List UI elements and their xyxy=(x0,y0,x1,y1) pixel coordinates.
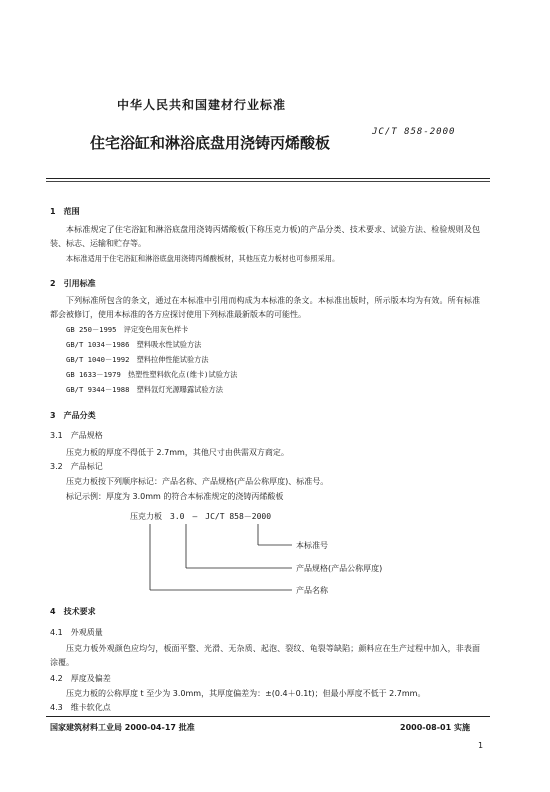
subsection-4-2-heading: 4.2 厚度及偏差 xyxy=(50,674,111,683)
label-standard-number: 本标准号 xyxy=(296,541,328,550)
document-title: 住宅浴缸和淋浴底盘用浇铸丙烯酸板 xyxy=(90,134,331,152)
section-3-heading: 3 产品分类 xyxy=(50,411,96,420)
reference-item: GB/T 1034－1986 塑料吸水性试验方法 xyxy=(66,340,202,349)
footer-rule xyxy=(46,716,490,717)
subsection-4-1-text: 压克力板外观颜色应均匀，板面平整、光滑、无杂质、起泡、裂纹、龟裂等缺陷；颜料应在生产过程中加入，非表面涂覆。 xyxy=(50,644,480,667)
section-2-paragraph: 下列标准所包含的条文，通过在本标准中引用而构成为本标准的条文。本标准出版时，所示版本均为有效。所有标准都会被修订，使用本标准的各方应探讨使用下列标准最新版本的可能性。 xyxy=(50,296,480,319)
reference-item: GB/T 1040－1992 塑料拉伸性能试验方法 xyxy=(66,355,209,364)
section-1-heading: 1 范围 xyxy=(50,207,80,216)
reference-item: GB/T 9344－1988 塑料氙灯光源曝露试验方法 xyxy=(66,385,223,394)
label-product-name: 产品名称 xyxy=(296,586,328,595)
approval-info: 国家建筑材料工业局 2000-04-17 批准 xyxy=(50,723,195,732)
subsection-3-1-heading: 3.1 产品规格 xyxy=(50,431,103,440)
subsection-4-2-text: 压克力板的公称厚度 t 至少为 3.0mm，其厚度偏差为：±(0.4＋0.1t)；但最小厚度不低于 2.7mm。 xyxy=(66,689,426,698)
standard-number: JC/T 858-2000 xyxy=(372,127,456,137)
subsection-4-3-heading: 4.3 维卡软化点 xyxy=(50,703,111,712)
section-4-heading: 4 技术要求 xyxy=(50,607,96,616)
standard-category-title: 中华人民共和国建材行业标准 xyxy=(117,98,287,112)
subsection-3-1-text: 压克力板的厚度不得低于 2.7mm，其他尺寸由供需双方商定。 xyxy=(66,448,289,457)
implementation-date: 2000-08-01 实施 xyxy=(400,723,470,732)
reference-item: GB 1633－1979 热塑性塑料软化点(维卡)试验方法 xyxy=(66,370,238,379)
subsection-3-2-text: 压克力板按下列顺序标记：产品名称、产品规格(产品公称厚度)、标准号。 xyxy=(66,477,329,486)
marking-example-intro: 标记示例：厚度为 3.0mm 的符合本标准规定的浇铸丙烯酸板 xyxy=(66,492,284,501)
section-2-heading: 2 引用标准 xyxy=(50,279,96,288)
section-1-paragraph-1: 本标准规定了住宅浴缸和淋浴底盘用浇铸丙烯酸板(下称压克力板)的产品分类、技术要求、试验方法、检验规则及包装、标志、运输和贮存等。 xyxy=(50,225,480,248)
page-number: 1 xyxy=(478,741,484,750)
section-1-paragraph-2: 本标准适用于住宅浴缸和淋浴底盘用浇铸丙烯酸板材，其他压克力板材也可参照采用。 xyxy=(66,254,340,263)
subsection-3-2-heading: 3.2 产品标记 xyxy=(50,462,103,471)
reference-item: GB 250－1995 评定变色用灰色样卡 xyxy=(66,325,189,334)
label-product-spec: 产品规格(产品公称厚度) xyxy=(296,564,383,573)
marking-example: 压克力板 3.0 — JC/T 858－2000 xyxy=(130,512,272,521)
subsection-4-1-heading: 4.1 外观质量 xyxy=(50,628,103,637)
